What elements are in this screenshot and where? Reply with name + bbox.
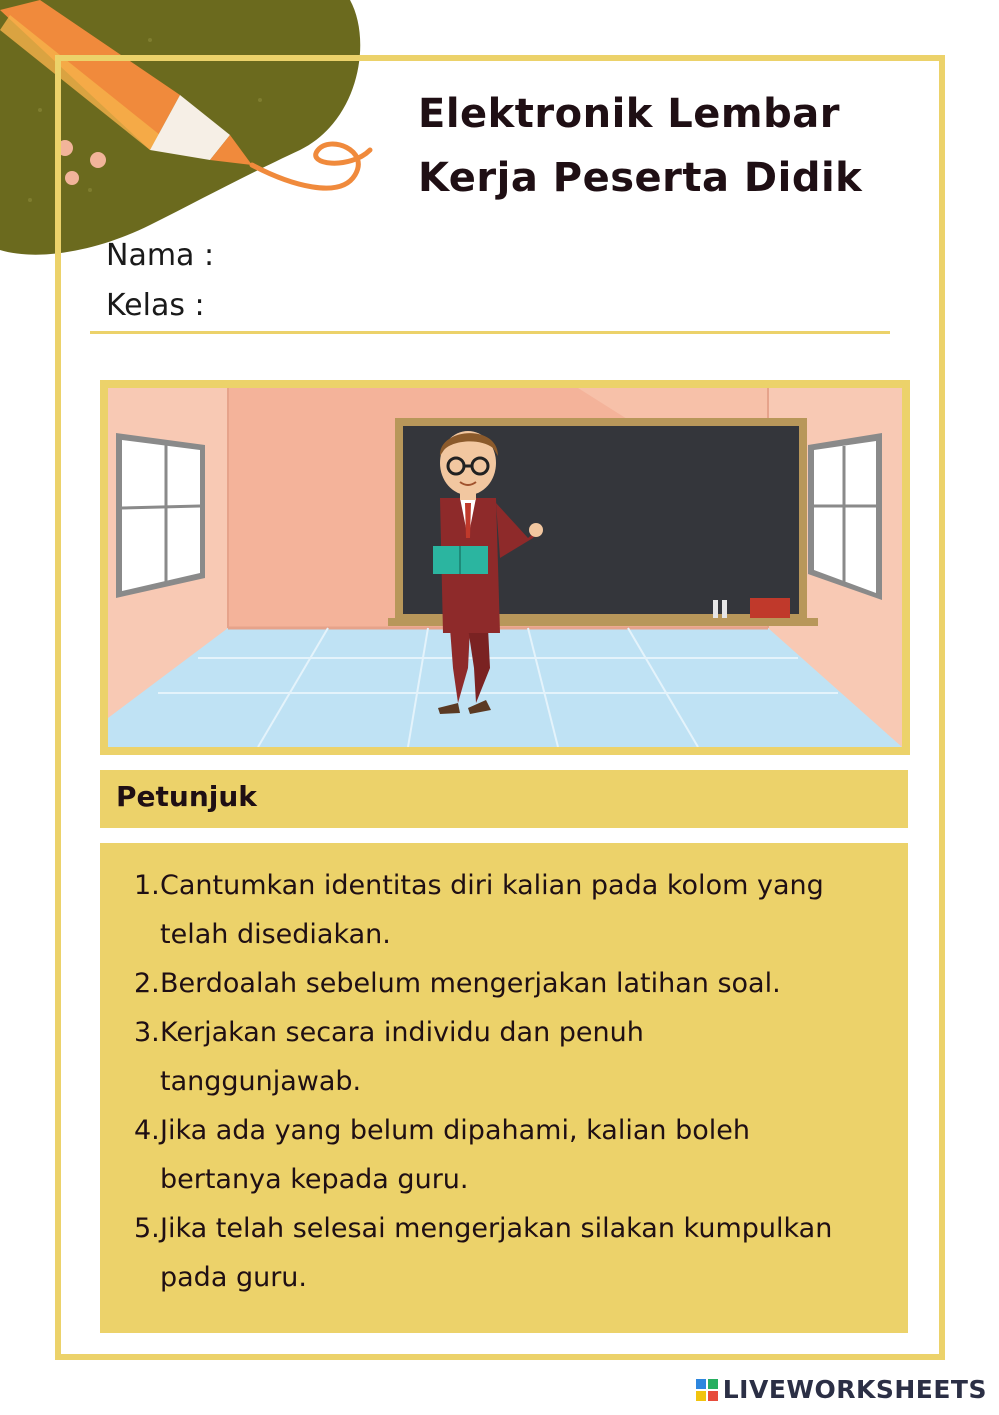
instruction-item: [100, 1008, 840, 1106]
instruction-text: Cantumkan identitas diri kalian pada kolom yang telah disediakan.: [160, 870, 824, 950]
title-line-2: Kerja Peserta Didik: [418, 155, 863, 201]
instruction-number: 4.: [134, 1115, 160, 1146]
instruction-text: Jika ada yang belum dipahami, kalian boleh bertanya kepada guru.: [160, 1115, 750, 1195]
header-divider: [90, 331, 890, 334]
classroom-teacher-illustration: [108, 388, 902, 747]
instruction-number: 3.: [134, 1017, 160, 1048]
instruction-text: Berdoalah sebelum mengerjakan latihan soal.: [160, 968, 781, 999]
instructions-box: [100, 843, 908, 1333]
instruction-number: 2.: [134, 968, 160, 999]
instruction-number: 1.: [134, 870, 160, 901]
instruction-item: [100, 959, 840, 1008]
instructions-header: [100, 770, 908, 828]
instruction-item: [100, 1106, 840, 1204]
liveworksheets-logo-text: LIVEWORKSHEETS: [722, 1375, 987, 1404]
worksheet-title: [418, 82, 862, 210]
instruction-item: [100, 1204, 840, 1302]
title-line-1: Elektronik Lembar: [418, 91, 840, 137]
instructions-list: [100, 861, 840, 1302]
left-window: [116, 433, 205, 598]
instructions-heading: Petunjuk: [116, 780, 257, 813]
classroom-illustration-frame: [100, 380, 910, 755]
right-window: [808, 433, 882, 600]
instruction-number: 5.: [134, 1213, 160, 1244]
instruction-item: [100, 861, 840, 959]
instruction-text: Jika telah selesai mengerjakan silakan kumpulkan pada guru.: [160, 1213, 833, 1293]
class-field-label: Kelas :: [106, 288, 205, 323]
liveworksheets-logo-icon: [696, 1379, 718, 1401]
name-field-label: Nama :: [106, 238, 215, 273]
instruction-text: Kerjakan secara individu dan penuh tanggunjawab.: [160, 1017, 644, 1097]
liveworksheets-logo[interactable]: [696, 1375, 987, 1404]
